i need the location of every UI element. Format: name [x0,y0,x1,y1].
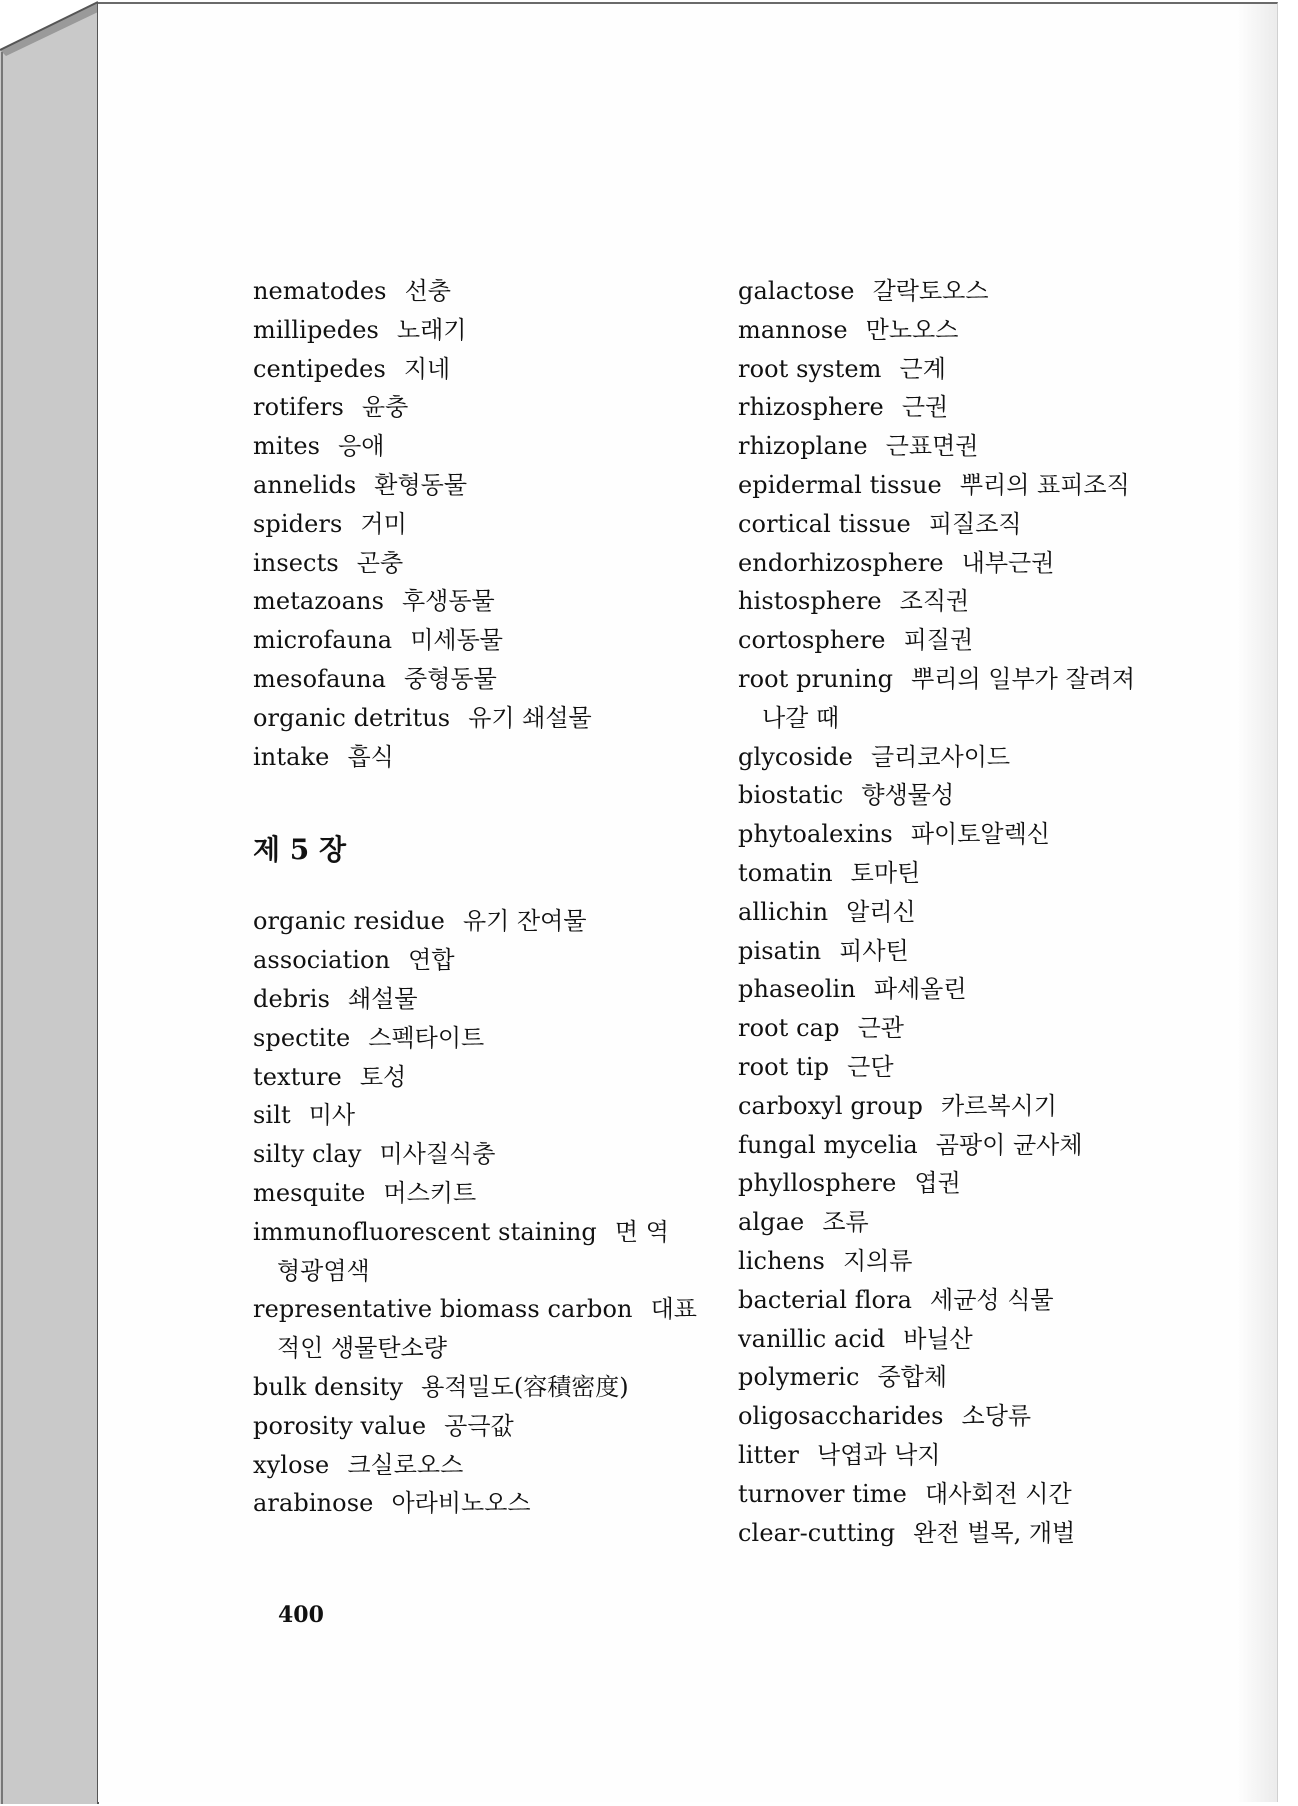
entry-korean: 낙엽과 낙지 [816,1440,941,1469]
entry-term: cortosphere [738,626,886,655]
glossary-entry [253,427,813,466]
glossary-entry [253,1058,813,1097]
entry-korean: 완전 벌목, 개벌 [913,1518,1076,1547]
glossary-entry [738,1048,1298,1087]
entry-korean: 곰팡이 균사체 [935,1130,1083,1159]
glossary-entry [738,893,1298,932]
entry-korean: 노래기 [396,315,467,344]
glossary-entry [253,902,813,941]
glossary-entry-continuation [253,1252,813,1291]
entry-term: organic detritus [253,703,451,732]
entry-term: root tip [738,1052,830,1081]
glossary-entry [253,699,813,738]
entry-term: lichens [738,1246,825,1275]
glossary-entry [738,815,1298,854]
entry-korean: 조직권 [899,587,970,616]
entry-korean: 스펙타이트 [368,1023,485,1052]
entry-term: oligosaccharides [738,1402,944,1431]
entry-term: turnover time [738,1479,907,1508]
glossary-entry [738,388,1298,427]
glossary-entry [738,776,1298,815]
glossary-entry [253,272,813,311]
glossary-entry [253,1368,813,1407]
entry-term: metazoans [253,587,384,616]
entry-korean: 토성 [359,1062,407,1091]
entry-term: bulk density [253,1372,404,1401]
glossary-entry [253,350,813,389]
entry-korean: 지네 [403,354,451,383]
glossary-entry [738,854,1298,893]
entry-korean: 갈락토오스 [872,277,989,305]
entry-korean: 대사회전 시간 [924,1479,1072,1508]
entry-term: epidermal tissue [738,470,942,499]
glossary-entry [253,505,813,544]
glossary-entry [738,621,1298,660]
entry-term: phaseolin [738,975,856,1004]
glossary-entry [738,1087,1298,1126]
entry-korean: 후생동물 [402,587,495,616]
entry-term: xylose [253,1450,330,1479]
glossary-entry [253,980,813,1019]
entry-term: root system [738,354,882,383]
entry-term: bacterial flora [738,1285,913,1314]
entry-korean: 적인 생물탄소량 [277,1334,447,1363]
entry-korean: 미사 [308,1101,356,1130]
glossary-entry [738,1164,1298,1203]
entry-term: millipedes [253,315,379,344]
entry-term: histosphere [738,587,882,616]
glossary-entry [738,1475,1298,1514]
entry-term: root pruning [738,664,894,693]
entry-term: cortical tissue [738,509,911,538]
entry-korean: 환형동물 [374,470,468,499]
glossary-entry [738,1358,1298,1397]
glossary-entry [738,1009,1298,1048]
entry-term: representative biomass carbon [253,1295,633,1324]
glossary-entry [253,1019,813,1058]
entry-term: intake [253,742,330,771]
entry-term: rotifers [253,393,344,422]
entry-korean: 아라비노오스 [391,1489,531,1518]
entry-korean: 면 역 [614,1217,669,1246]
glossary-column-right [738,272,1298,1552]
book-page [98,2,1278,1802]
glossary-entry-continuation [738,699,1298,738]
glossary-entry-continuation [253,1329,813,1368]
glossary-entry [253,388,813,427]
glossary-entry [738,466,1298,505]
entry-term: root cap [738,1014,840,1043]
glossary-entry [253,1174,813,1213]
book-side [0,0,100,1806]
entry-term: mesquite [253,1178,366,1207]
glossary-entry [738,1514,1298,1553]
entry-term: silty clay [253,1140,362,1169]
entry-term: glycoside [738,742,853,771]
entry-term: organic residue [253,907,445,936]
entry-korean: 미사질식충 [379,1140,496,1169]
entry-korean: 근단 [847,1052,894,1081]
glossary-entry [253,466,813,505]
glossary-entry [738,311,1298,350]
entry-korean: 용적밀도(容積密度) [421,1372,629,1401]
glossary-entry [253,621,813,660]
glossary-entry [738,1281,1298,1320]
entry-korean: 토마틴 [850,858,921,887]
entry-term: microfauna [253,626,393,655]
entry-korean: 머스키트 [383,1178,477,1207]
entry-korean: 선충 [404,277,451,305]
entry-term: spectite [253,1023,351,1052]
entry-korean: 유기 잔여물 [463,907,587,936]
entry-korean: 조류 [822,1208,869,1237]
glossary-entry [738,1320,1298,1359]
entry-term: arabinose [253,1489,374,1518]
glossary-entry [738,932,1298,971]
glossary-entry [253,660,813,699]
entry-term: immunofluorescent staining [253,1217,597,1246]
entry-term: annelids [253,470,357,499]
entry-korean: 세균성 식물 [930,1285,1054,1314]
entry-term: carboxyl group [738,1091,923,1120]
entry-term: silt [253,1101,291,1130]
entry-korean: 파이토알렉신 [910,820,1050,849]
glossary-entry [738,970,1298,1009]
entry-korean: 크실로오스 [347,1450,464,1479]
entry-term: debris [253,984,330,1013]
glossary-entry [738,272,1298,311]
glossary-entry [738,582,1298,621]
entry-term: galactose [738,277,855,305]
entry-term: vanillic acid [738,1324,886,1353]
entry-korean: 카르복시기 [940,1091,1057,1120]
entry-term: mites [253,432,321,461]
glossary-entry [738,660,1298,699]
entry-korean: 응애 [338,432,385,461]
glossary-entry [253,1135,813,1174]
entry-korean: 지의류 [842,1246,913,1275]
entry-korean: 뿌리의 표피조직 [959,470,1130,499]
glossary-entry [253,1096,813,1135]
entry-korean: 근표면권 [885,432,979,461]
entry-korean: 윤충 [361,393,409,422]
entry-korean: 만노오스 [865,315,959,344]
entry-term: phyllosphere [738,1169,897,1198]
entry-term: biostatic [738,781,844,810]
glossary-block-chapter4 [253,272,813,776]
glossary-entry [738,1242,1298,1281]
entry-term: insects [253,548,339,577]
entry-korean: 나갈 때 [762,703,840,732]
entry-term: algae [738,1208,805,1237]
entry-term: polymeric [738,1363,860,1392]
entry-term: texture [253,1062,342,1091]
glossary-entry [738,1203,1298,1242]
glossary-entry [253,1213,813,1252]
entry-term: spiders [253,509,343,538]
entry-korean: 알리신 [846,897,916,926]
entry-term: fungal mycelia [738,1130,918,1159]
entry-term: litter [738,1440,799,1469]
entry-korean: 파세올린 [873,975,967,1004]
entry-korean: 소당류 [961,1402,1032,1431]
entry-korean: 향생물성 [861,781,955,810]
entry-korean: 글리코사이드 [870,742,1011,771]
entry-term: pisatin [738,936,822,965]
entry-korean: 근관 [857,1014,904,1043]
glossary-entry [253,738,813,777]
chapter-heading: 제 5 장 [253,833,347,867]
entry-korean: 중합체 [877,1363,948,1392]
entry-term: association [253,946,391,975]
glossary-entry [253,1484,813,1523]
glossary-entry [253,1446,813,1485]
entry-korean: 곤충 [356,548,404,577]
entry-term: nematodes [253,277,387,305]
glossary-entry [253,941,813,980]
entry-term: porosity value [253,1411,427,1440]
entry-term: clear-cutting [738,1518,896,1547]
entry-korean: 근권 [901,393,949,422]
entry-korean: 형광염색 [277,1256,370,1285]
entry-korean: 내부근권 [961,548,1055,577]
entry-korean: 엽권 [914,1169,961,1198]
entry-korean: 대표 [650,1295,697,1324]
glossary-entry [253,544,813,583]
glossary-entry [738,427,1298,466]
glossary-entry [253,311,813,350]
entry-term: rhizosphere [738,393,884,422]
entry-korean: 피질조직 [928,509,1022,538]
glossary-entry [738,350,1298,389]
entry-korean: 피사틴 [839,936,909,965]
entry-korean: 미세동물 [410,626,503,655]
entry-term: phytoalexins [738,820,893,849]
entry-term: mannose [738,315,848,344]
glossary-entry [253,582,813,621]
entry-korean: 중형동물 [404,664,497,693]
entry-term: centipedes [253,354,386,383]
page-number: 400 [278,1602,324,1628]
entry-korean: 뿌리의 일부가 잘려져 [911,664,1136,693]
glossary-block-chapter5 [253,902,813,1523]
glossary-column-left [253,272,813,1523]
glossary-entry [738,1436,1298,1475]
entry-korean: 흡식 [347,742,394,771]
entry-term: tomatin [738,858,833,887]
glossary-entry [253,1407,813,1446]
entry-korean: 피질권 [903,626,974,655]
glossary-entry [738,505,1298,544]
glossary-entry [738,1126,1298,1165]
entry-korean: 바닐산 [903,1324,973,1353]
glossary-entry [253,1290,813,1329]
glossary-entry [738,1397,1298,1436]
entry-term: endorhizosphere [738,548,944,577]
entry-korean: 쇄설물 [348,984,418,1013]
entry-korean: 연합 [408,946,455,975]
entry-term: allichin [738,897,829,926]
entry-korean: 거미 [360,509,407,538]
glossary-entry [738,738,1298,777]
entry-term: mesofauna [253,664,387,693]
entry-korean: 근계 [899,354,946,383]
entry-korean: 유기 쇄설물 [468,703,592,732]
glossary-entry [738,544,1298,583]
entry-korean: 공극값 [444,1411,514,1440]
entry-term: rhizoplane [738,432,868,461]
